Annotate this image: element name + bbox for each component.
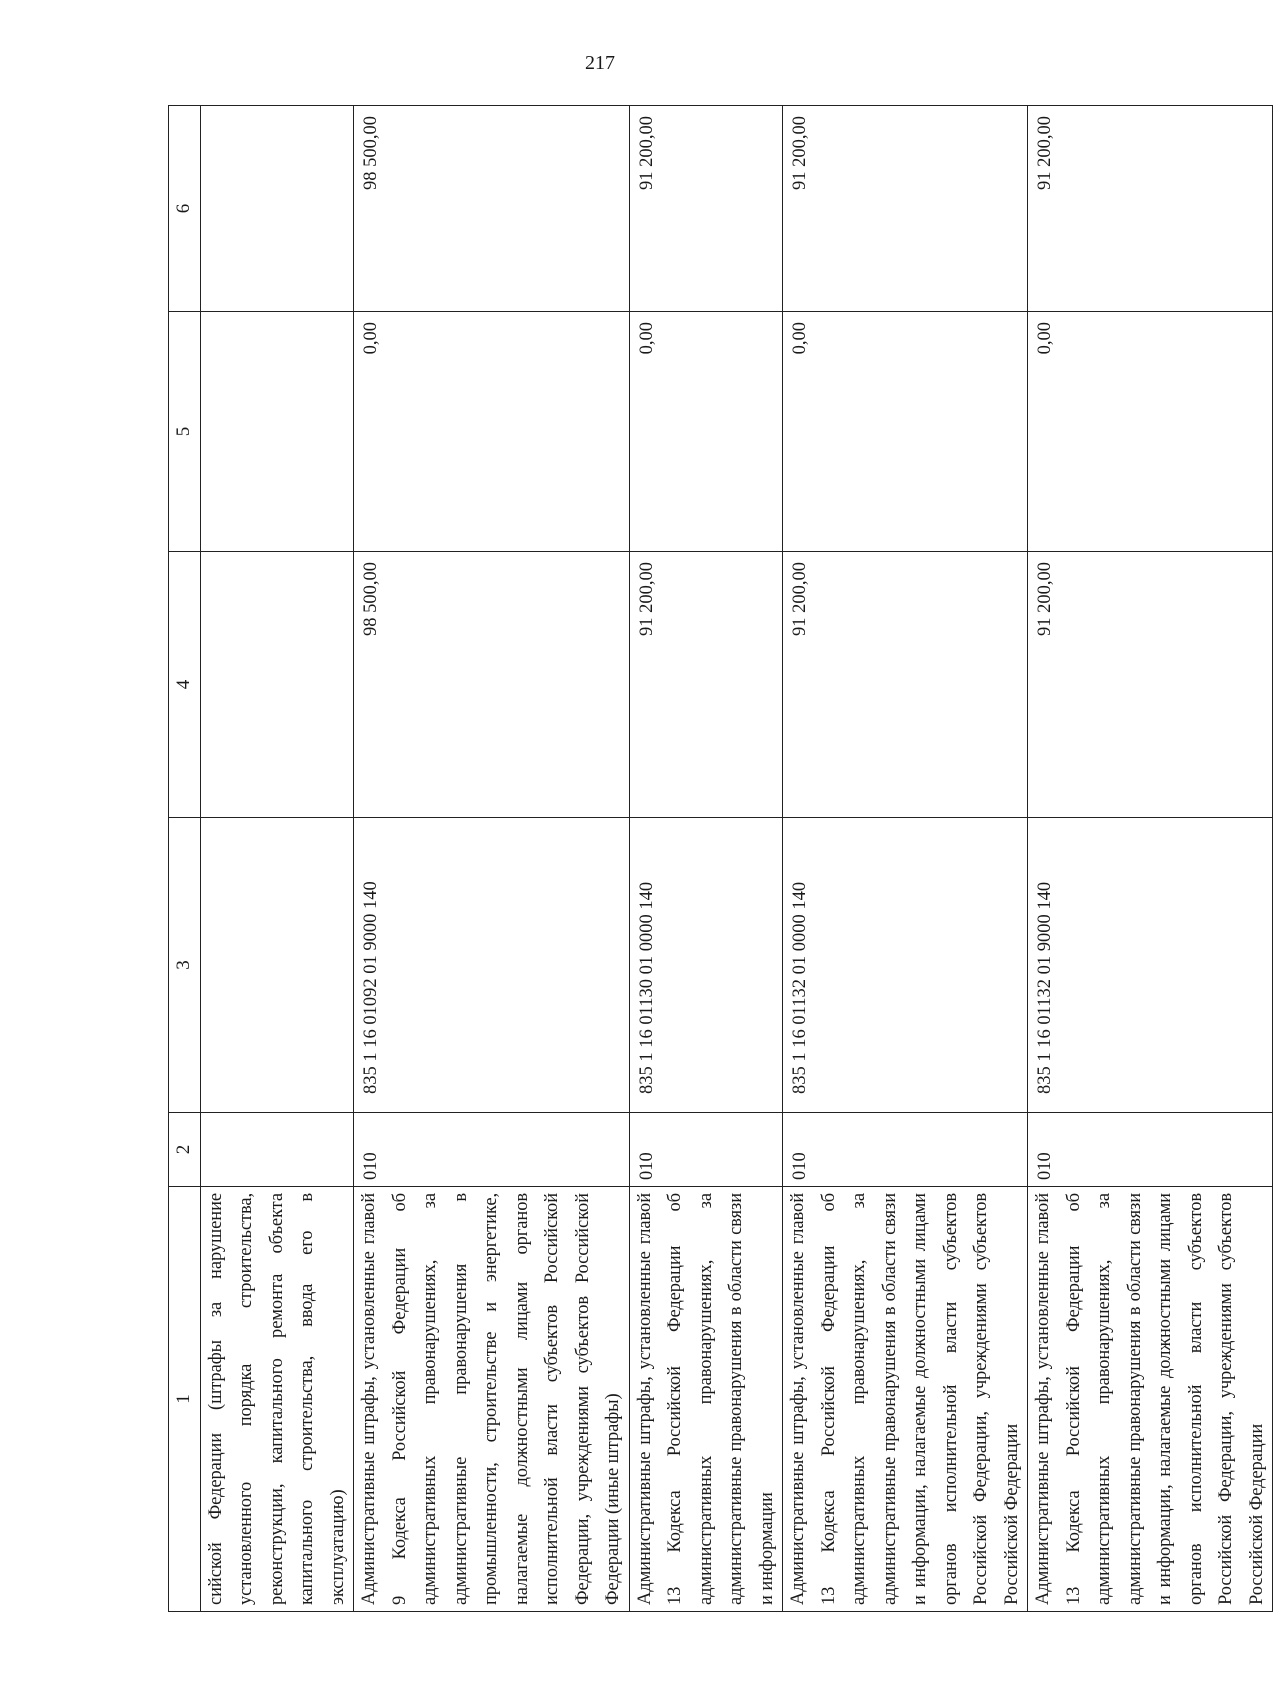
row-col4 [200,552,354,818]
row-col6 [200,106,354,312]
header-row [169,106,201,1612]
table-row [200,106,354,1612]
row-kbk: 835 1 16 01092 01 9000 140 [354,818,630,1113]
row-col6: 91 200,00 [629,106,783,312]
row-col5 [200,312,354,552]
row-col4: 91 200,00 [629,552,783,818]
table-row [354,106,630,1612]
row-code [200,1113,354,1187]
row-col4: 98 500,00 [354,552,630,818]
row-description: Административные штрафы, установленные главой 13 Кодекса Российской Федерации об административных правонарушениях, за административные правонарушения в области связи и информации, налагаемые должностными лицами органов исполнительной власти субъектов Российской Федерации, учреждениями субъектов Российской Федерации [783,1187,1028,1612]
row-col6: 98 500,00 [354,106,630,312]
row-col5: 0,00 [629,312,783,552]
row-col6: 91 200,00 [783,106,1028,312]
rotated-table [168,106,1267,1612]
table-container [168,106,1267,1612]
column-header: 5 [169,312,201,552]
row-kbk: 835 1 16 01132 01 9000 140 [1028,818,1273,1113]
row-col4: 91 200,00 [783,552,1028,818]
row-code: 010 [354,1113,630,1187]
row-kbk: 835 1 16 01132 01 0000 140 [783,818,1028,1113]
row-col5: 0,00 [1028,312,1273,552]
column-header: 4 [169,552,201,818]
row-col5: 0,00 [783,312,1028,552]
row-col5: 0,00 [354,312,630,552]
table-row [783,106,1028,1612]
revenue-table [168,105,1273,1612]
row-description: сийской Федерации (штрафы за нарушение установленного порядка строительства, реконструкции, капитального ремонта объекта капитального строительства, ввода его в эксплуатацию) [200,1187,354,1612]
row-col4: 91 200,00 [1028,552,1273,818]
row-kbk: 835 1 16 01130 01 0000 140 [629,818,783,1113]
column-header: 6 [169,106,201,312]
row-code: 010 [629,1113,783,1187]
column-header: 3 [169,818,201,1113]
page-number: 217 [585,52,615,74]
row-code: 010 [1028,1113,1273,1187]
table-row [1028,106,1273,1612]
row-description: Административные штрафы, установленные главой 9 Кодекса Российской Федерации об административных правонарушениях, за административные правонарушения в промышленности, строительстве и энергетике, налагаемые должностными лицами органов исполнительной власти субъектов Российской Федерации, учреждениями субъектов Российской Федерации (иные штрафы) [354,1187,630,1612]
table-row [629,106,783,1612]
row-description: Административные штрафы, установленные главой 13 Кодекса Российской Федерации об административных правонарушениях, за административные правонарушения в области связи и информации [629,1187,783,1612]
column-header: 1 [169,1187,201,1612]
row-kbk [200,818,354,1113]
row-col6: 91 200,00 [1028,106,1273,312]
column-header: 2 [169,1113,201,1187]
row-description: Административные штрафы, установленные главой 13 Кодекса Российской Федерации об административных правонарушениях, за административные правонарушения в области связи и информации, налагаемые должностными лицами органов исполнительной власти субъектов Российской Федерации, учреждениями субъектов Российской Федерации [1028,1187,1273,1612]
row-code: 010 [783,1113,1028,1187]
